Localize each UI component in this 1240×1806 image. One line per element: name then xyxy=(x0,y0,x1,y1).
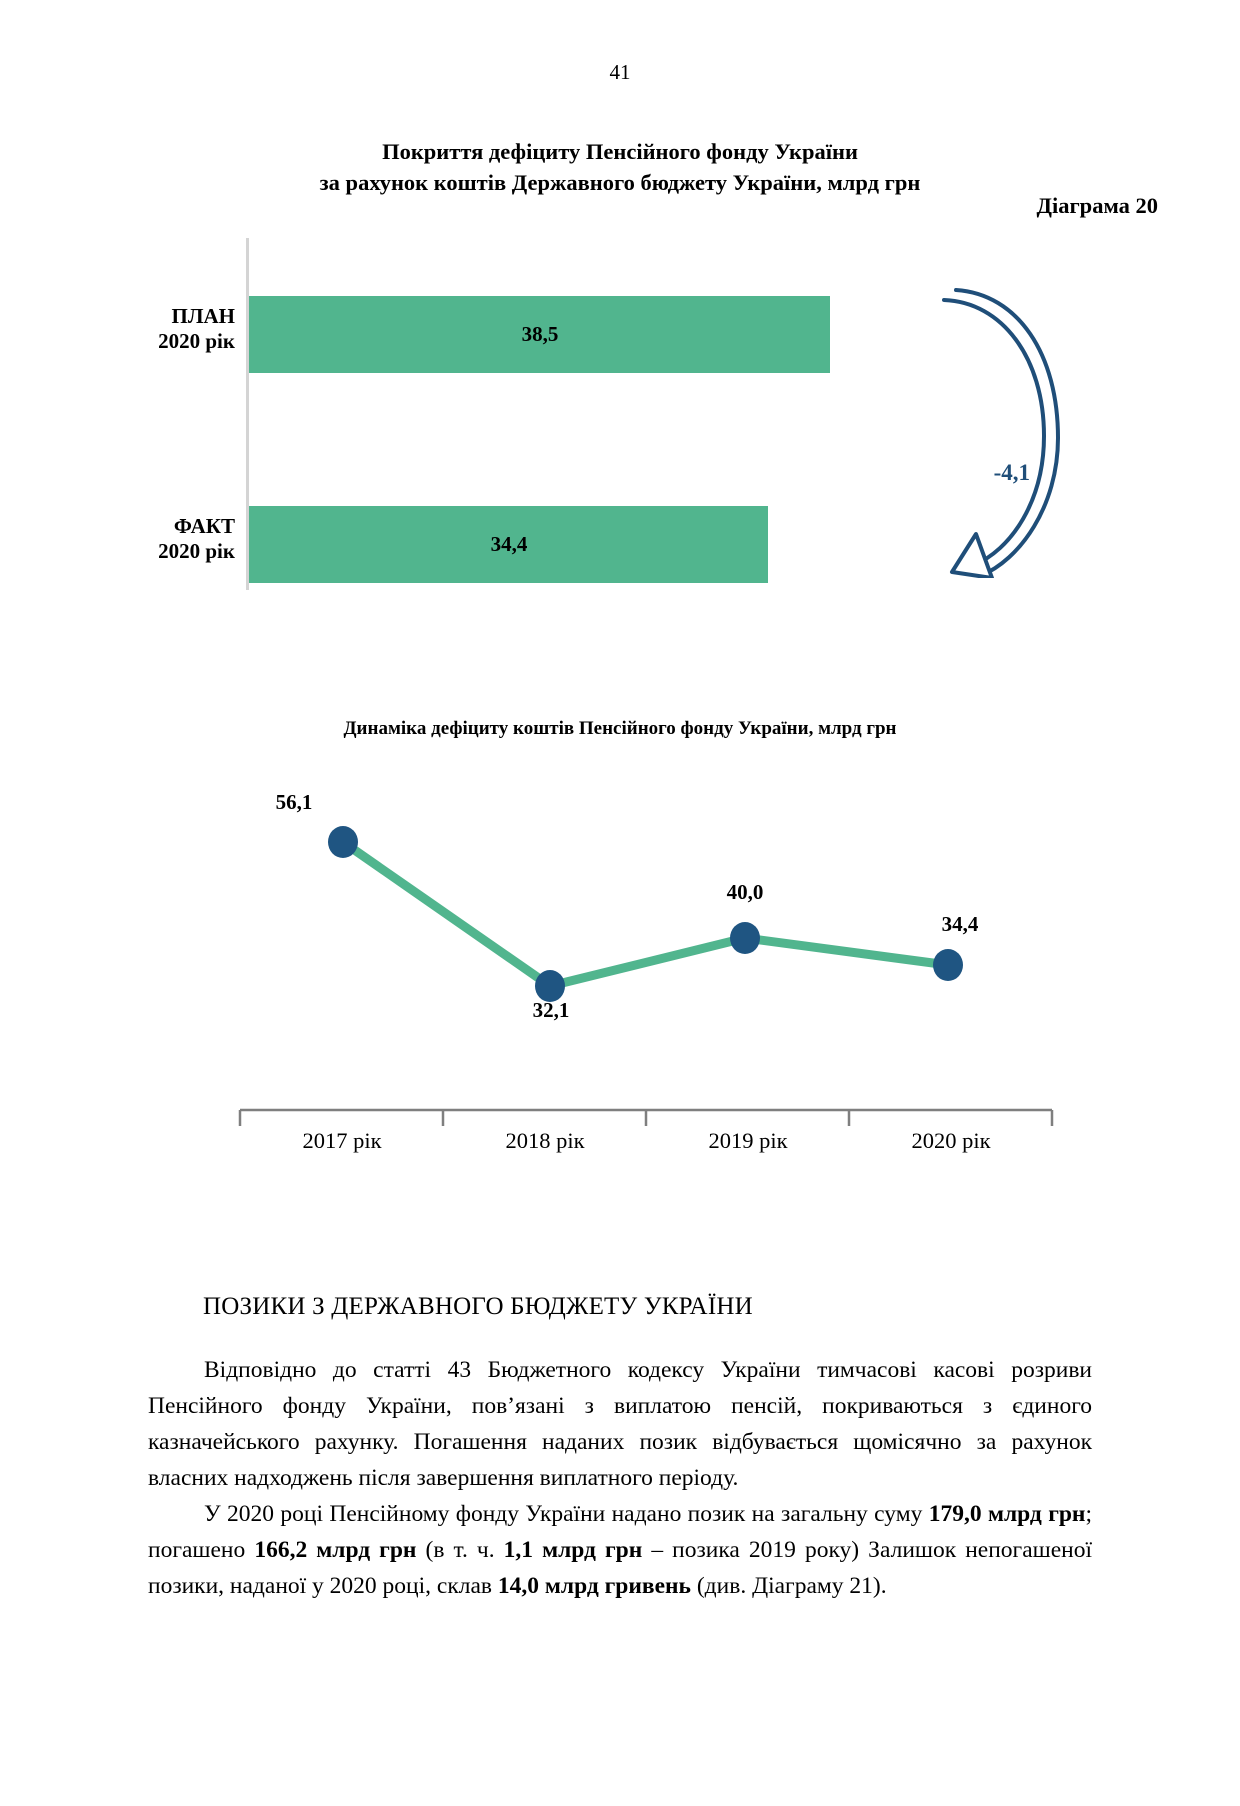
bar-value-plan: 38,5 xyxy=(521,322,559,346)
chart1-title xyxy=(170,136,1070,198)
p2-bold-1: 179,0 млрд грн xyxy=(928,1501,1086,1527)
p2-text-3: (в т. ч. xyxy=(416,1537,504,1563)
line-xaxis-label-2018: 2018 рік xyxy=(505,1128,585,1153)
p2-text-4: – позика 2019 року) Залишок непогашеної позики, наданої у 2020 році, склав xyxy=(148,1537,1092,1599)
delta-value-label: -4,1 xyxy=(993,460,1030,485)
bar-category-line1: ФАКТ xyxy=(173,514,235,538)
bar-value-fact: 34,4 xyxy=(490,532,528,556)
bar-fact xyxy=(249,506,768,583)
diagram-caption: Діаграма 20 xyxy=(1036,193,1158,218)
p2-text-1: У 2020 році Пенсійному фонду України надано позик на загальну суму xyxy=(204,1501,929,1527)
bar-plan xyxy=(249,296,830,373)
line-xaxis-label-2020: 2020 рік xyxy=(911,1128,991,1153)
bar-category-line1: ПЛАН xyxy=(171,304,235,328)
p2-bold-3: 1,1 млрд грн xyxy=(503,1537,643,1563)
line-chart xyxy=(0,790,1240,1190)
line-point-label-2018: 32,1 xyxy=(532,998,570,1022)
line-point-label-2020: 34,4 xyxy=(941,912,979,936)
bar-category-label-plan xyxy=(20,304,235,354)
chart1-title-line1: Покриття дефіциту Пенсійного фонду України xyxy=(382,139,858,164)
bar-category-label-fact xyxy=(20,514,235,564)
delta-curved-arrow-icon xyxy=(940,288,1070,578)
bar-category-line2: 2020 рік xyxy=(158,539,235,563)
line-xaxis-label-2019: 2019 рік xyxy=(708,1128,788,1153)
chart2-title: Динаміка дефіциту коштів Пенсійного фонду України, млрд грн xyxy=(343,718,897,739)
line-point-label-2019: 40,0 xyxy=(726,880,764,904)
p2-text-5: (див. Діаграму 21). xyxy=(690,1573,887,1599)
p2-text-2: ; погашено xyxy=(148,1501,1093,1563)
chart1-title-line2: за рахунок коштів Державного бюджету України, млрд грн xyxy=(319,170,921,195)
body-text xyxy=(148,1352,1092,1604)
p2-bold-2: 166,2 млрд грн xyxy=(254,1537,417,1563)
paragraph-1: Відповідно до статті 43 Бюджетного кодексу України тимчасові касові розриви Пенсійного фонду України, пов’язані з виплатою пенсій, покриваються з єдиного казначейського рахунку. Погашення наданих позик відбувається щомісячно за рахунок власних надходжень після завершення виплатного періоду. xyxy=(148,1357,1092,1491)
paragraph-2 xyxy=(148,1496,1092,1604)
page-number: 41 xyxy=(609,60,631,84)
section-heading: ПОЗИКИ З ДЕРЖАВНОГО БЮДЖЕТУ УКРАЇНИ xyxy=(203,1293,753,1320)
line-xaxis-label-2017: 2017 рік xyxy=(302,1128,382,1153)
line-point-label-2017: 56,1 xyxy=(275,790,313,814)
p2-bold-4: 14,0 млрд гривень xyxy=(497,1573,691,1599)
bar-category-line2: 2020 рік xyxy=(158,329,235,353)
